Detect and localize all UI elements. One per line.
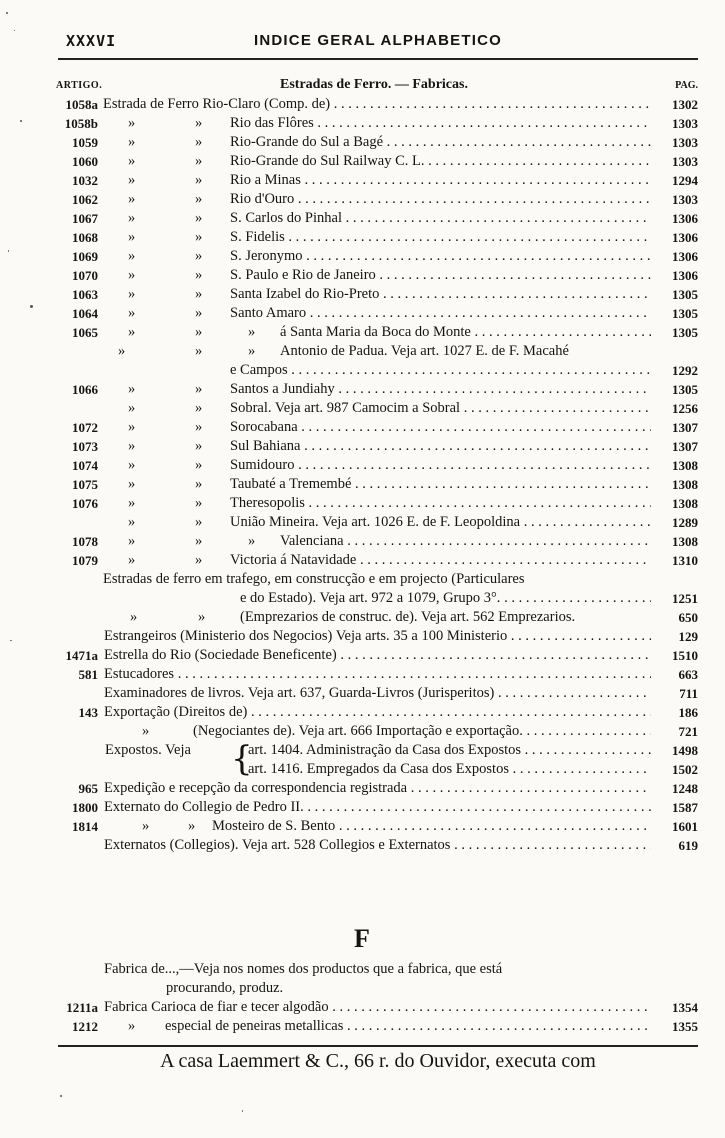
entry-text: S. Paulo e Rio de Janeiro . . . (230, 266, 654, 285)
page-ref: 711 (651, 684, 698, 703)
page-ref: 1303 (651, 133, 698, 152)
ditto-mark: » (142, 723, 150, 739)
page-ref: 1308 (651, 456, 698, 475)
entry-text: Sul Bahiana . . . (230, 437, 654, 456)
article-number: 1211a (66, 1000, 98, 1015)
index-entry (50, 551, 698, 570)
ditto-mark: » (248, 343, 256, 359)
article-number: 1058b (64, 116, 98, 131)
page-title: INDICE GERAL ALPHABETICO (254, 32, 502, 49)
index-entry (50, 304, 698, 323)
page-ref: 1601 (651, 817, 698, 836)
entry-text: União Mineira. Veja art. 1026 E. de F. Leopoldina . . . (230, 513, 654, 532)
index-entry (50, 570, 698, 589)
index-entry (50, 285, 698, 304)
index-entry (50, 323, 698, 342)
ditto-mark: » (130, 609, 138, 625)
ditto-mark: » (128, 229, 136, 245)
ditto-mark: » (128, 495, 136, 511)
page-ref: 1308 (651, 475, 698, 494)
ditto-mark: » (195, 172, 203, 188)
index-entry (50, 684, 698, 703)
ditto-mark: » (198, 609, 206, 625)
article-number: 1069 (72, 249, 98, 264)
ditto-mark: » (128, 533, 136, 549)
index-entry (50, 399, 698, 418)
page-header (58, 28, 698, 54)
ditto-mark: » (195, 286, 203, 302)
page-number: XXXVI (66, 32, 117, 50)
page-ref: 1251 (651, 589, 698, 608)
entry-text: Rio das Flôres . . . (230, 114, 654, 133)
artigo-header: ARTIGO. (56, 80, 103, 91)
entry-text: Theresopolis . . . (230, 494, 654, 513)
ditto-mark: » (128, 115, 136, 131)
page-ref: 1587 (651, 798, 698, 817)
index-entry (50, 798, 698, 817)
ditto-mark: » (128, 267, 136, 283)
entry-text: Rio-Grande do Sul a Bagé . . . (230, 133, 654, 152)
entry-text: Exportação (Direitos de) . . . (104, 703, 654, 722)
page-ref: 1305 (651, 380, 698, 399)
section-letter-f: F (354, 924, 371, 953)
entry-text: Fabrica Carioca de fiar e tecer algodão . . . (104, 998, 654, 1017)
page-ref: 1289 (651, 513, 698, 532)
entry-text: S. Fidelis . . . (230, 228, 654, 247)
ditto-mark: » (195, 324, 203, 340)
page-ref: 650 (651, 608, 698, 627)
page-ref: 1294 (651, 171, 698, 190)
index-entry (50, 703, 698, 722)
ditto-mark: » (195, 191, 203, 207)
index-entry (50, 646, 698, 665)
index-entry (50, 247, 698, 266)
ditto-mark: » (195, 438, 203, 454)
entry-text: Examinadores de livros. Veja art. 637, Guarda-Livros (Jurisperitos) . . . (104, 684, 654, 703)
page-ref: 1248 (651, 779, 698, 798)
footer-advertisement: A casa Laemmert & C., 66 r. do Ouvidor, executa com (160, 1050, 596, 1072)
ditto-mark: » (195, 419, 203, 435)
index-entry (50, 722, 698, 741)
article-number: 1064 (72, 306, 98, 321)
ditto-mark: » (195, 134, 203, 150)
entry-text: Antonio de Padua. Veja art. 1027 E. de F. Macahé (280, 343, 569, 359)
page-ref: 1355 (651, 1017, 698, 1036)
column-headers (50, 77, 698, 95)
entry-text: Fabrica de...,—Veja nos nomes dos productos que a fabrica, que está (104, 961, 503, 977)
ditto-mark: » (195, 267, 203, 283)
index-entry (50, 228, 698, 247)
entry-text: e do Estado). Veja art. 972 a 1079, Grupo 3°. . . . (240, 589, 654, 608)
ditto-mark: » (128, 552, 136, 568)
ditto-mark: » (195, 495, 203, 511)
page-ref: 1302 (651, 95, 698, 114)
index-entry (50, 779, 698, 798)
ditto-mark: » (195, 305, 203, 321)
page-ref: 1498 (651, 741, 698, 760)
page-ref: 1308 (651, 494, 698, 513)
index-entry (50, 133, 698, 152)
ditto-mark: » (195, 153, 203, 169)
entry-text: (Negociantes de). Veja art. 666 Importação e exportação. . . . (193, 722, 654, 741)
index-entry (50, 114, 698, 133)
article-number: 1076 (72, 496, 98, 511)
index-entry (50, 95, 698, 114)
page-ref: 1510 (651, 646, 698, 665)
entry-text: á Santa Maria da Boca do Monte . . . (280, 323, 654, 342)
index-entry (50, 627, 698, 646)
ditto-mark: » (248, 533, 256, 549)
ditto-mark: » (128, 153, 136, 169)
page-ref: 1303 (651, 190, 698, 209)
index-entry (50, 437, 698, 456)
article-number: 1032 (72, 173, 98, 188)
page-ref: 1307 (651, 418, 698, 437)
article-number: 1471a (65, 648, 98, 663)
page-ref: 129 (651, 627, 698, 646)
entry-text: Rio-Grande do Sul Railway C. L. . . . (230, 152, 654, 171)
index-entry (50, 209, 698, 228)
page-ref: 1305 (651, 285, 698, 304)
index-entry (50, 532, 698, 551)
article-number: 1212 (72, 1019, 98, 1034)
index-entry (50, 960, 698, 979)
page-ref: 1306 (651, 209, 698, 228)
entry-text: Expostos. Veja (105, 742, 191, 758)
ditto-mark: » (128, 286, 136, 302)
ditto-mark: » (128, 305, 136, 321)
page-ref: 1308 (651, 532, 698, 551)
page-ref: 1310 (651, 551, 698, 570)
ditto-mark: » (188, 818, 196, 834)
entry-text: Sobral. Veja art. 987 Camocim a Sobral . . . (230, 399, 654, 418)
entry-text: Rio d'Ouro . . . (230, 190, 654, 209)
ditto-mark: » (195, 476, 203, 492)
article-number: 1062 (72, 192, 98, 207)
index-entry-continuation (50, 361, 698, 380)
index-entry (50, 836, 698, 855)
index-entry-continuation (50, 979, 698, 998)
ditto-mark: » (128, 1018, 136, 1034)
index-entry (50, 475, 698, 494)
ditto-mark: » (195, 381, 203, 397)
pag-header: PAG. (675, 80, 698, 91)
page-ref: 1307 (651, 437, 698, 456)
article-number: 1070 (72, 268, 98, 283)
entry-text: Estrada de Ferro Rio-Claro (Comp. de) . . . (103, 95, 654, 114)
article-number: 1066 (72, 382, 98, 397)
page-ref: 1303 (651, 152, 698, 171)
page-ref: 1256 (651, 399, 698, 418)
header-rule (58, 58, 698, 60)
ditto-mark: » (195, 533, 203, 549)
ditto-mark: » (128, 381, 136, 397)
article-number: 1072 (72, 420, 98, 435)
article-number: 1060 (72, 154, 98, 169)
entry-text: Externato do Collegio de Pedro II. . . . (104, 798, 654, 817)
entry-text: S. Jeronymo . . . (230, 247, 654, 266)
page-ref: 1306 (651, 266, 698, 285)
page-ref: 1306 (651, 247, 698, 266)
ditto-mark: » (128, 191, 136, 207)
section-title: Estradas de Ferro. — Fabricas. (280, 77, 468, 92)
article-number: 1063 (72, 287, 98, 302)
entry-text: procurando, produz. (166, 980, 284, 996)
railway-entries (50, 95, 698, 855)
index-entry (50, 817, 698, 836)
index-entry (50, 342, 698, 361)
index-entry (50, 152, 698, 171)
ditto-mark: » (195, 229, 203, 245)
page-ref: 721 (651, 722, 698, 741)
entry-text: Estrella do Rio (Sociedade Beneficente) . . . (104, 646, 654, 665)
entry-text: Estucadores . . . (104, 665, 654, 684)
entry-text: Santos a Jundiahy . . . (230, 380, 654, 399)
article-number: 1075 (72, 477, 98, 492)
ditto-mark: » (128, 324, 136, 340)
ditto-mark: » (128, 419, 136, 435)
entry-text: Santa Izabel do Rio-Preto . . . (230, 285, 654, 304)
page-ref: 619 (651, 836, 698, 855)
index-entry (50, 456, 698, 475)
ditto-mark: » (128, 514, 136, 530)
expostos-sub-entries (248, 741, 654, 779)
entry-text: S. Carlos do Pinhal . . . (230, 209, 654, 228)
article-number: 143 (78, 705, 98, 720)
ditto-mark: » (128, 438, 136, 454)
entry-text: Victoria á Natavidade . . . (230, 551, 654, 570)
page-ref: 1502 (651, 760, 698, 779)
index-entry (50, 190, 698, 209)
entry-text: Rio a Minas . . . (230, 171, 654, 190)
page-ref: 186 (651, 703, 698, 722)
ditto-mark: » (248, 324, 256, 340)
ditto-mark: » (128, 400, 136, 416)
article-number: 1058a (65, 97, 98, 112)
entry-text: Estradas de ferro em trafego, em construcção e em projecto (Particulares (103, 571, 525, 587)
ditto-mark: » (195, 210, 203, 226)
entry-text: Mosteiro de S. Bento . . . (212, 817, 654, 836)
section-f-entries (50, 960, 698, 1036)
page-ref: 1354 (651, 998, 698, 1017)
footer-rule (58, 1045, 698, 1047)
ditto-mark: » (128, 457, 136, 473)
entry-text: Santo Amaro . . . (230, 304, 654, 323)
index-entry (50, 513, 698, 532)
page-ref: 1305 (651, 323, 698, 342)
entry-text: Externatos (Collegios). Veja art. 528 Collegios e Externatos . . . (104, 836, 654, 855)
ditto-mark: » (195, 248, 203, 264)
article-number: 1079 (72, 553, 98, 568)
article-number: 1073 (72, 439, 98, 454)
page-ref: 663 (651, 665, 698, 684)
article-number: 965 (78, 781, 98, 796)
article-number: 1059 (72, 135, 98, 150)
article-number: 1067 (72, 211, 98, 226)
brace-mark: { (231, 739, 253, 779)
article-number: 1065 (72, 325, 98, 340)
ditto-mark: » (195, 343, 203, 359)
entry-text: Sumidouro . . . (230, 456, 654, 475)
entry-text: art. 1416. Empregados da Casa dos Expostos . . . (248, 760, 654, 779)
entry-text: Estrangeiros (Ministerio dos Negocios) Veja arts. 35 a 100 Ministerio . . . (104, 627, 654, 646)
article-number: 1800 (72, 800, 98, 815)
page-ref: 1303 (651, 114, 698, 133)
index-entry (50, 266, 698, 285)
ditto-mark: » (195, 552, 203, 568)
entry-text: Expedição e recepção da correspondencia registrada . . . (104, 779, 654, 798)
article-number: 1814 (72, 819, 98, 834)
index-entry (50, 418, 698, 437)
ditto-mark: » (128, 476, 136, 492)
index-entry-continuation (50, 589, 698, 608)
article-number: 581 (78, 667, 98, 682)
index-entry (50, 741, 698, 779)
index-entry (50, 665, 698, 684)
ditto-mark: » (195, 115, 203, 131)
ditto-mark: » (128, 210, 136, 226)
entry-text: especial de peneiras metallicas . . . (165, 1017, 654, 1036)
ditto-mark: » (195, 457, 203, 473)
ditto-mark: » (195, 514, 203, 530)
page-ref: 1305 (651, 304, 698, 323)
entry-text: Sorocabana . . . (230, 418, 654, 437)
ditto-mark: » (128, 172, 136, 188)
index-entry (50, 998, 698, 1017)
index-entry (50, 608, 698, 627)
ditto-mark: » (128, 134, 136, 150)
article-number: 1068 (72, 230, 98, 245)
entry-text: (Emprezarios de construc. de). Veja art. 562 Emprezarios. (240, 609, 576, 625)
article-number: 1074 (72, 458, 98, 473)
page-ref: 1306 (651, 228, 698, 247)
ditto-mark: » (195, 400, 203, 416)
ditto-mark: » (128, 248, 136, 264)
ditto-mark: » (142, 818, 150, 834)
ditto-mark: » (118, 343, 126, 359)
index-entry (50, 380, 698, 399)
index-entry (50, 494, 698, 513)
index-entry (50, 1017, 698, 1036)
entry-text: Taubaté a Tremembé . . . (230, 475, 654, 494)
entry-text: e Campos . . . (230, 361, 654, 380)
entry-text: Valenciana . . . (280, 532, 654, 551)
article-number: 1078 (72, 534, 98, 549)
entry-text: art. 1404. Administração da Casa dos Expostos . . . (248, 741, 654, 760)
page-ref: 1292 (651, 361, 698, 380)
index-entry (50, 171, 698, 190)
